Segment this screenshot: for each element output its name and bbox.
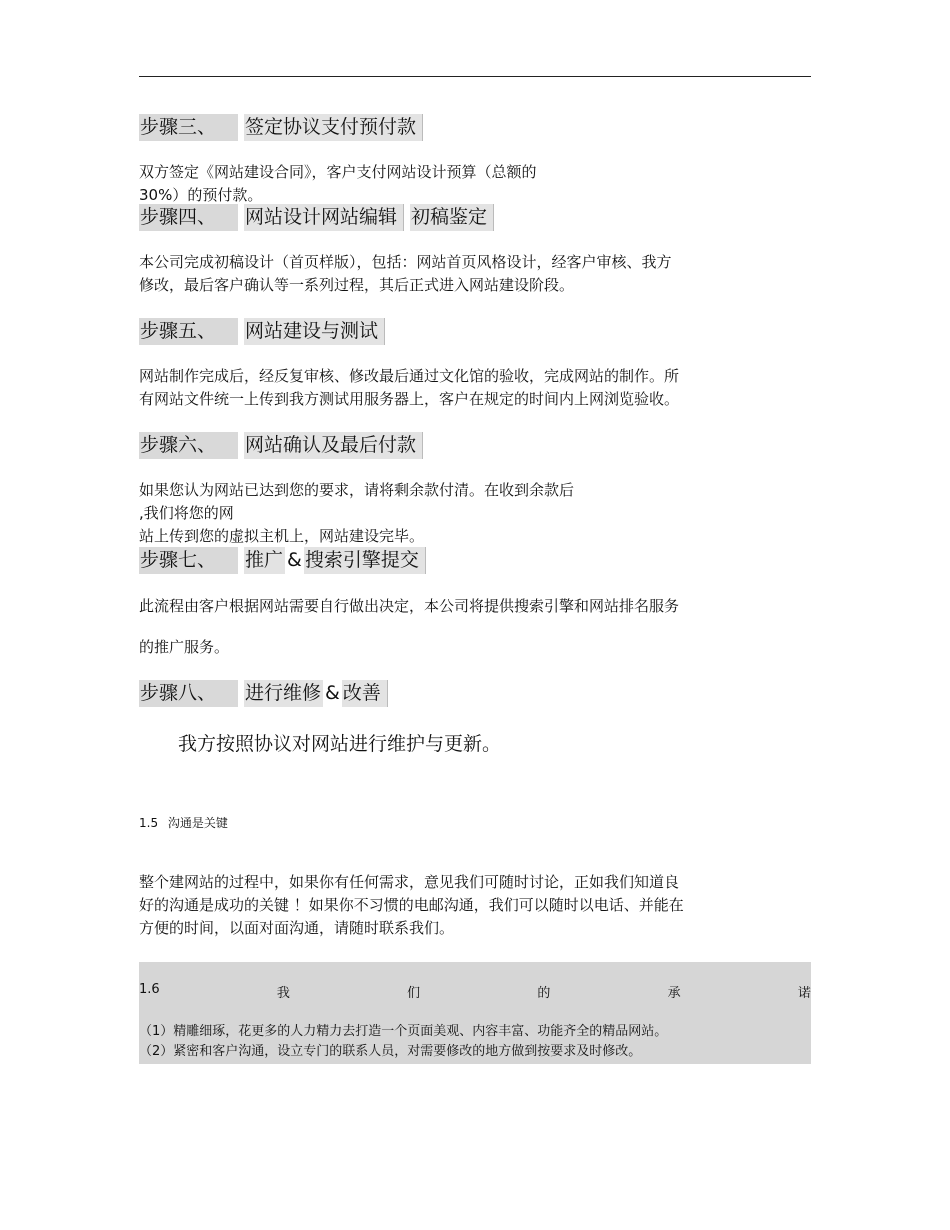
step-label: 步骤八、 [139,680,238,707]
promise-panel [139,962,811,1064]
step-eight-heading [139,680,388,707]
step-five-heading [139,318,385,345]
step-eight-text: 我方按照协议对网站进行维护与更新。 [178,733,502,755]
step-seven-text: 此流程由客户根据网站需要自行做出决定，本公司将提供搜索引擎和网站排名服务 的推广服务。 [139,597,680,656]
section-heading-1-6: 1.6 我 们 的 承 诺 [139,982,811,1001]
step-three-text: 双方签定《网站建设合同》，客户支付网站设计预算（总额的 30%）的预付款。 [139,163,537,204]
step-title: 网站建设与测试 [244,318,385,345]
step-title-2: 改善 [342,680,388,707]
step-title: 推广 [244,547,285,574]
ampersand: & [287,549,302,571]
step-six-text: 如果您认为网站已达到您的要求，请将剩余款付清。在收到余款后 ,我们将您的网 站上传到您的虚拟主机上，网站建设完毕。 [139,481,575,545]
list-item: （1）精雕细琢，花更多的人力精力去打造一个页面美观、内容丰富、功能齐全的精品网站。 [139,1024,668,1039]
section-heading-1-5 [139,814,228,831]
step-six-heading [139,432,423,459]
step-title-2: 初稿鉴定 [410,204,494,231]
step-label: 步骤三、 [139,114,238,141]
step-four-heading [139,204,494,231]
promise-list [139,1022,667,1062]
section-number: 1.5 [139,816,159,830]
section-number: 1.6 [139,982,160,997]
step-label: 步骤四、 [139,204,238,231]
ampersand: & [325,682,340,704]
step-title-2: 搜索引擎提交 [304,547,426,574]
step-title: 签定协议支付预付款 [244,114,423,141]
step-three-heading [139,114,423,141]
step-four-text: 本公司完成初稿设计（首页样版），包括：网站首页风格设计，经客户审核、我方 修改，最后客户确认等一系列过程，其后正式进入网站建设阶段。 [139,253,672,294]
step-label: 步骤七、 [139,547,238,574]
step-title: 网站设计网站编辑 [244,204,404,231]
step-title: 进行维修 [244,680,323,707]
step-label: 步骤五、 [139,318,238,345]
header-rule [139,76,811,77]
step-title: 网站确认及最后付款 [244,432,423,459]
section-1-5-text: 整个建网站的过程中，如果你有任何需求，意见我们可随时讨论，正如我们知道良 好的沟通是成功的关键 ！如果你不习惯的电邮沟通，我们可以随时以电话、并能在 方便的时间，以面对面沟通，请随时联系我们。 [139,873,684,937]
list-item: （2）紧密和客户沟通，设立专门的联系人员，对需要修改的地方做到按要求及时修改。 [139,1044,642,1059]
step-five-text: 网站制作完成后，经反复审核、修改最后通过文化馆的验收，完成网站的制作。所 有网站文件统一上传到我方测试用服务器上，客户在规定的时间内上网浏览验收。 [139,367,680,408]
section-title: 沟通是关键 [167,816,228,830]
step-label: 步骤六、 [139,432,238,459]
step-seven-heading [139,547,426,574]
